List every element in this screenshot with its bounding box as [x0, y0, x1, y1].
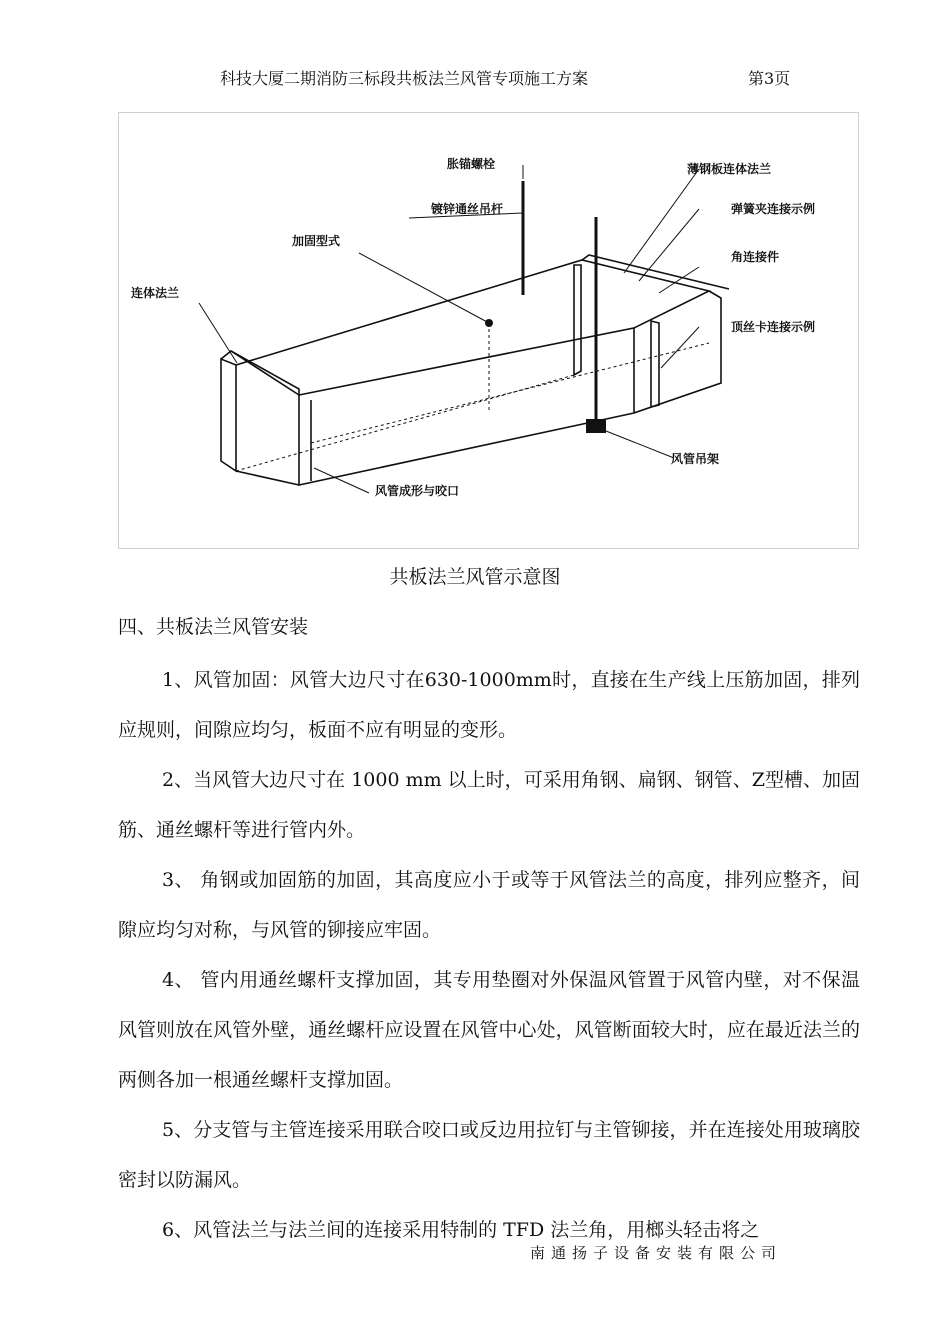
label-anchor-bolt: 胀锚螺栓 [447, 157, 496, 171]
paragraph-4: 4、 管内用通丝螺杆支撑加固，其专用垫圈对外保温风管置于风管内壁，对不保温风管则放在风管外壁，通丝螺杆应设置在风管中心处，风管断面较大时，应在最近法兰的两侧各加一根通丝螺杆支撑加固。 [118, 969, 860, 1091]
label-spring-clip: 弹簧夹连接示例 [731, 202, 816, 216]
section-title: 四、共板法兰风管安装 [118, 616, 309, 638]
label-reinforcement: 加固型式 [292, 234, 341, 248]
label-top-clip: 顶丝卡连接示例 [731, 320, 816, 334]
company-footer: 南通扬子设备安装有限公司 [530, 1244, 783, 1262]
duct-drawing [119, 113, 860, 550]
paragraph-2: 2、当风管大边尺寸在 1000 mm 以上时，可采用角钢、扁钢、钢管、Z型槽、加固筋、通丝螺杆等进行管内外。 [118, 769, 860, 841]
paragraph-1: 1、风管加固：风管大边尺寸在630-1000mm时，直接在生产线上压筋加固，排列应规则，间隙应均匀，板面不应有明显的变形。 [118, 669, 860, 741]
paragraph-6: 6、风管法兰与法兰间的连接采用特制的 TFD 法兰角，用榔头轻击将之 [162, 1219, 760, 1241]
label-flange: 连体法兰 [131, 286, 180, 300]
page-number: 第3页 [748, 69, 791, 88]
label-forming-seam: 风管成形与咬口 [375, 484, 460, 498]
figure-caption: 共板法兰风管示意图 [389, 566, 561, 588]
label-hanger: 风管吊架 [671, 452, 720, 466]
duct-diagram [118, 112, 859, 549]
document-title: 科技大厦二期消防三标段共板法兰风管专项施工方案 [220, 69, 589, 88]
paragraph-3: 3、 角钢或加固筋的加固，其高度应小于或等于风管法兰的高度，排列应整齐，间隙应均匀对称，与风管的铆接应牢固。 [118, 869, 860, 941]
body-text [118, 655, 860, 1255]
label-thin-steel-flange: 薄钢板连体法兰 [687, 162, 772, 176]
paragraph-5: 5、分支管与主管连接采用联合咬口或反边用拉钉与主管铆接，并在连接处用玻璃胶密封以防漏风。 [118, 1119, 860, 1191]
label-threaded-rod: 镀锌通丝吊杆 [431, 202, 504, 216]
label-corner-piece: 角连接件 [731, 250, 780, 264]
page-header [0, 66, 950, 90]
